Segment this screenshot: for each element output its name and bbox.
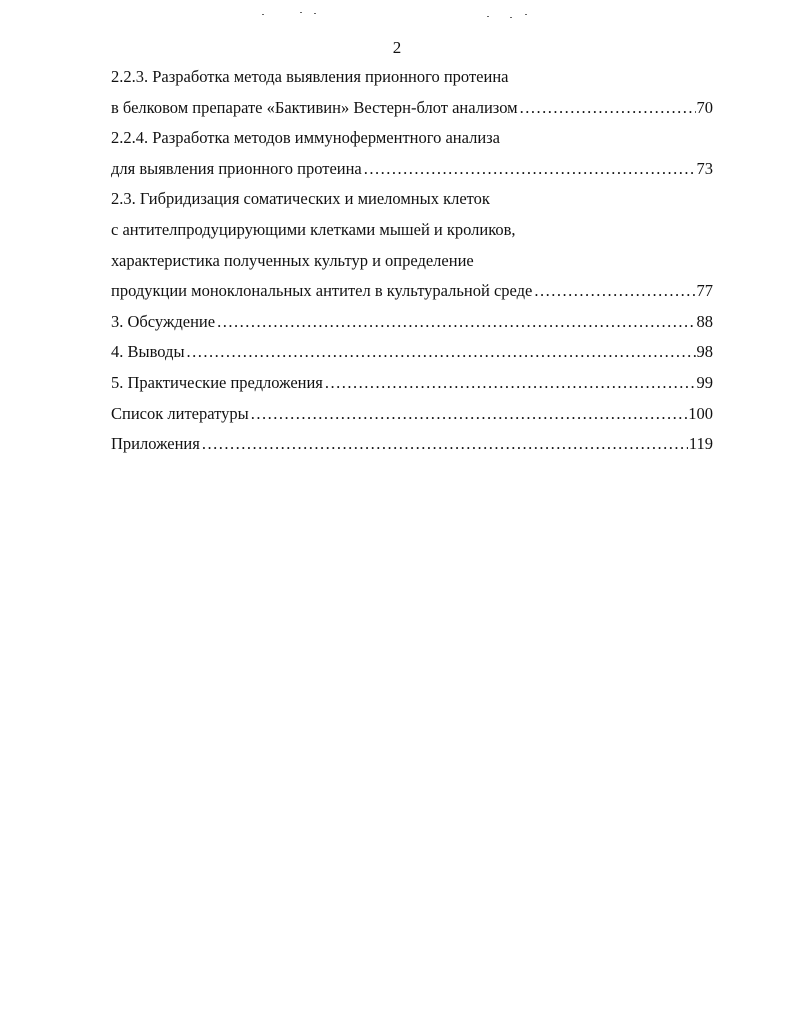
toc-entry-title: Список литературы: [111, 403, 249, 423]
toc-entry-title: 5. Практические предложения: [111, 372, 323, 392]
toc-entry: [111, 399, 713, 430]
toc-entry: [111, 93, 713, 124]
toc-entry-title: продукции моноклональных антител в культуральной среде: [111, 281, 533, 301]
toc-entry: [111, 276, 713, 307]
dot-leader: [185, 337, 696, 368]
toc-entry: [111, 368, 713, 399]
dot-leader: [215, 307, 695, 338]
toc-page-number: 100: [687, 399, 713, 430]
scan-speck: [262, 14, 264, 15]
toc-entry-line: 2.3. Гибридизация соматических и миеломных клеток: [111, 189, 490, 209]
table-of-contents: [111, 62, 713, 460]
page-number: 2: [392, 38, 402, 57]
toc-page-number: 99: [696, 368, 714, 399]
toc-entry-line: характеристика полученных культур и определение: [111, 250, 474, 270]
toc-page-number: 70: [696, 93, 714, 124]
scan-speck: [300, 12, 302, 13]
scan-speck: [525, 14, 527, 15]
dot-leader: [362, 154, 696, 185]
dot-leader: [518, 93, 696, 124]
toc-entry-title: 4. Выводы: [111, 342, 185, 362]
toc-entry-title: в белковом препарате «Бактивин» Вестерн-блот анализом: [111, 97, 518, 117]
scan-speck: [487, 16, 489, 17]
dot-leader: [249, 399, 688, 430]
toc-entry: [111, 337, 713, 368]
toc-entry: [111, 154, 713, 185]
dot-leader: [323, 368, 696, 399]
scan-speck: [510, 17, 512, 18]
dot-leader: [200, 429, 688, 460]
toc-page-number: 77: [696, 276, 714, 307]
toc-entry: [111, 429, 713, 460]
toc-page-number: 73: [696, 154, 714, 185]
toc-page-number: 88: [696, 307, 714, 338]
scan-artifacts: [0, 12, 794, 22]
toc-entry: [111, 307, 713, 338]
toc-entry-line: 2.2.4. Разработка методов иммуноферментного анализа: [111, 128, 500, 148]
scan-speck: [314, 13, 316, 14]
toc-entry-line: 2.2.3. Разработка метода выявления прионного протеина: [111, 67, 509, 86]
toc-entry-title: для выявления прионного протеина: [111, 158, 362, 178]
toc-entry-title: Приложения: [111, 434, 200, 454]
toc-page-number: 98: [696, 337, 714, 368]
toc-entry-title: 3. Обсуждение: [111, 311, 216, 331]
toc-page-number: 119: [688, 429, 713, 460]
toc-entry-line: с антителпродуцирующими клетками мышей и кроликов,: [111, 219, 516, 239]
dot-leader: [532, 276, 695, 307]
